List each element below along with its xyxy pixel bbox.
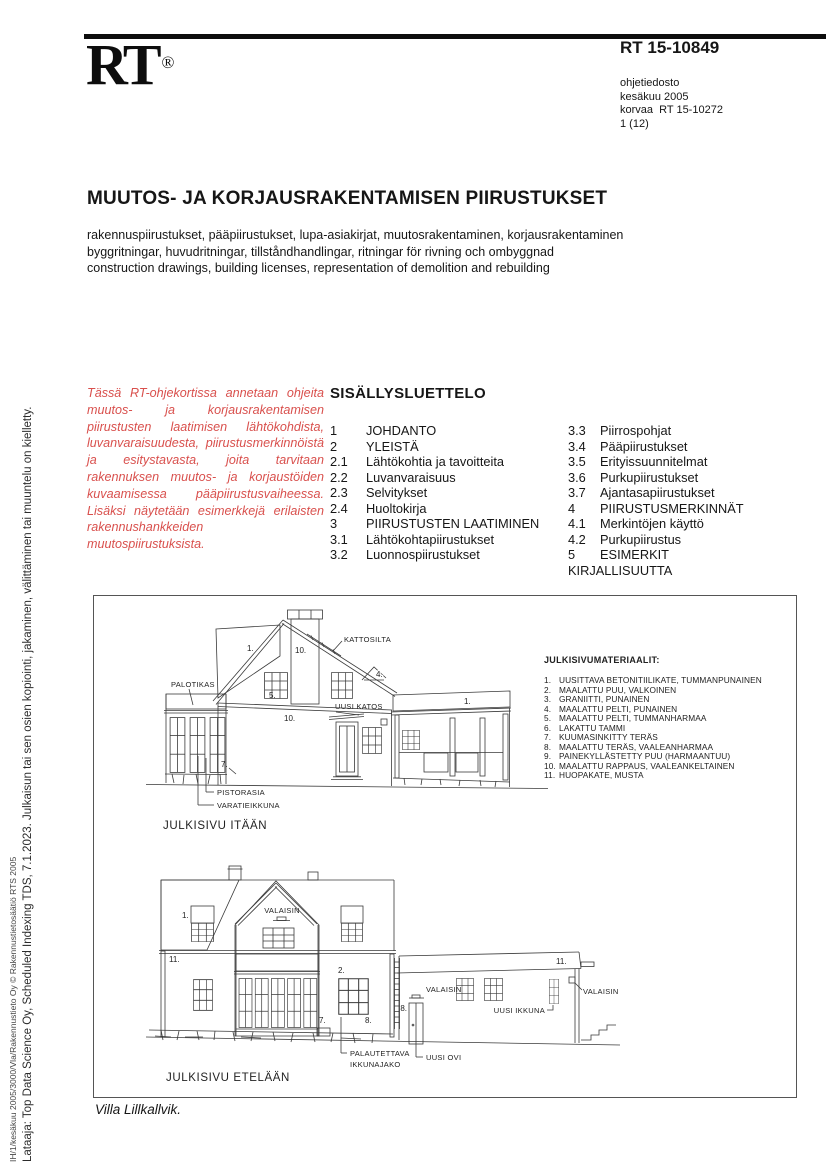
material-ref-1: 1. [182, 911, 189, 920]
toc-item: 2.1 Lähtökohtia ja tavoitteita [330, 454, 505, 469]
toc-item: 2 YLEISTÄ [330, 438, 419, 454]
material-ref-2: 2. [338, 966, 345, 975]
material-item: 7. KUUMASINKITTY TERÄS [544, 732, 658, 742]
keywords-sv: byggritningar, huvudritningar, tillståndhandlingar, ritningar för rivning och ombyggnad [87, 244, 554, 259]
material-ref-8-door: 8. [400, 1004, 407, 1013]
east-labels [171, 635, 471, 810]
kattosilta-label: KATTOSILTA [344, 635, 392, 644]
material-item: 11. HUOPAKATE, MUSTA [544, 770, 644, 780]
toc-literature: KIRJALLISUUTTA [568, 562, 673, 578]
material-ref-10b: 10. [284, 714, 296, 723]
toc-item: 3.6 Purkupiirustukset [568, 469, 699, 485]
palautettava-label-1: PALAUTETTAVA [350, 1049, 410, 1058]
material-item: 8. MAALATTU TERÄS, VAALEANHARMAA [544, 741, 714, 752]
material-ref-11-left: 11. [169, 955, 180, 964]
toc-item: 3.7 Ajantasapiirustukset [568, 485, 715, 500]
page-title: MUUTOS- JA KORJAUSRAKENTAMISEN PIIRUSTUKSET [87, 188, 608, 209]
material-ref-7: 7. [221, 760, 228, 769]
toc-item: 2.4 Huoltokirja [330, 500, 427, 516]
toc-item: 1 JOHDANTO [330, 423, 437, 438]
toc-item: 3.3 Piirrospohjat [568, 423, 672, 438]
material-ref-7: 7. [319, 1016, 326, 1025]
toc-right-column [568, 423, 798, 578]
uusi-katos-label: UUSI KATOS [335, 702, 383, 711]
material-item: 6. LAKATTU TAMMI [544, 722, 626, 733]
figure-caption: Villa Lillkallvik. [95, 1102, 182, 1117]
south-house-linework [146, 866, 620, 1057]
keywords-fi: rakennuspiirustukset, pääpiirustukset, lupa-asiakirjat, muutosrakentaminen, korjausrakentaminen [87, 228, 624, 242]
material-ref-1: 1. [247, 644, 254, 653]
rt-logo-text: RT [86, 32, 159, 97]
material-ref-4: 4. [376, 670, 383, 679]
figure-frame [93, 595, 797, 1098]
toc-item: 2.3 Selvitykset [330, 485, 428, 500]
uusi-ovi-label: UUSI OVI [426, 1053, 462, 1062]
material-item: 1. UUSITTAVA BETONITIILIKATE, TUMMANPUNAINEN [544, 675, 762, 685]
sidebar-print-credit: IH/1/kesäkuu 2005/3000/Vla/Rakennustieto Oy © Rakennustietosäätiö RTS 2005 [8, 856, 18, 1162]
meta-date: kesäkuu 2005 [620, 90, 689, 103]
material-item: 10. MAALATTU RAPPAUS, VAALEANKELTAINEN [544, 760, 735, 771]
keyword-lines [87, 227, 747, 277]
material-item: 2. MAALATTU PUU, VALKOINEN [544, 684, 677, 695]
meta-type: ohjetiedosto [620, 77, 680, 89]
document-meta [620, 77, 723, 131]
south-elevation-drawing [141, 861, 631, 1086]
uusi-ikkuna-label: UUSI IKKUNA [493, 1006, 545, 1015]
registered-trademark-icon: ® [161, 53, 175, 72]
toc-item: 5 ESIMERKIT [568, 547, 669, 562]
valaisin-corner-label: VALAISIN [583, 987, 619, 996]
east-caption: JULKISIVU ITÄÄN [163, 820, 268, 832]
toc-item: 4 PIIRUSTUSMERKINNÄT [568, 500, 744, 516]
toc-item: 4.2 Purkupiirustus [568, 531, 682, 547]
material-ref-10: 10. [295, 646, 307, 655]
material-ref-5: 5. [269, 691, 276, 700]
toc-item: 3.4 Pääpiirustukset [568, 438, 688, 454]
toc-item: 3 PIIRUSTUSTEN LAATIMINEN [330, 516, 540, 531]
valaisin-top-label: VALAISIN [264, 906, 300, 915]
material-ref-8-window: 8. [365, 1016, 372, 1025]
sidebar-download-notice: Lataaja: Top Data Science Oy, Scheduled Indexing TDS, 7.1.2023. Julkaisun tai sen osien kopiointi, jakaminen, välittäminen tai muuntelu on kielletty. [22, 406, 34, 1162]
table-of-contents [330, 385, 800, 578]
toc-item: 2.2 Luvanvaraisuus [330, 469, 456, 485]
east-elevation-drawing [134, 606, 554, 851]
palautettava-label-2: IKKUNAJAKO [350, 1060, 401, 1069]
toc-title: SISÄLLYSLUETTELO [330, 385, 486, 402]
toc-left-column [330, 423, 560, 563]
toc-item: 4.1 Merkintöjen käyttö [568, 516, 704, 531]
varatieikkuna-label: VARATIEIKKUNA [217, 801, 280, 810]
south-caption: JULKISIVU ETELÄÄN [166, 1072, 290, 1084]
materials-title: JULKISIVUMATERIAALIT: [544, 655, 660, 665]
material-item: 3. GRANIITTI, PUNAINEN [544, 694, 650, 704]
material-item: 5. MAALATTU PELTI, TUMMANHARMAA [544, 713, 707, 723]
toc-item: 3.1 Lähtökohtapiirustukset [330, 531, 495, 547]
document-number: RT 15-10849 [620, 38, 720, 57]
valaisin-door-label: VALAISIN [426, 985, 462, 994]
material-item: 4. MAALATTU PELTI, PUNAINEN [544, 703, 678, 714]
pistorasia-label: PISTORASIA [217, 788, 265, 797]
material-item: 9. PAINEKYLLÄSTETTY PUU (HARMAANTUU) [544, 751, 731, 761]
abstract-text: Tässä RT-ohjekortissa annetaan ohjeita muutos- ja korjausrakentamisen piirustusten laatimisen lähtökohdista, luvanvaraisuudesta, piirustusmerkinnöistä ja esitystavasta, joita tarvitaan rakennuksen muutos- ja korjaustöiden kuvaamisessa pääpiirustusvaiheessa. Lisäksi näytetään esimerkkejä erilaisten rakennushankkeiden muutospiirustuksista. [87, 386, 324, 552]
rt-logo [86, 32, 175, 97]
toc-item: 3.5 Erityissuunnitelmat [568, 454, 708, 469]
palotikas-label: PALOTIKAS [171, 680, 215, 689]
facade-materials-list [544, 655, 789, 781]
toc-item: 3.2 Luonnospiirustukset [330, 547, 480, 562]
material-ref-11-right: 11. [556, 957, 567, 966]
meta-replaces: korvaa RT 15-10272 [620, 104, 723, 116]
meta-page-count: 1 (12) [620, 117, 649, 130]
keywords-en: construction drawings, building licenses, representation of demolition and rebuilding [87, 261, 550, 275]
material-ref-1b: 1. [464, 697, 471, 706]
